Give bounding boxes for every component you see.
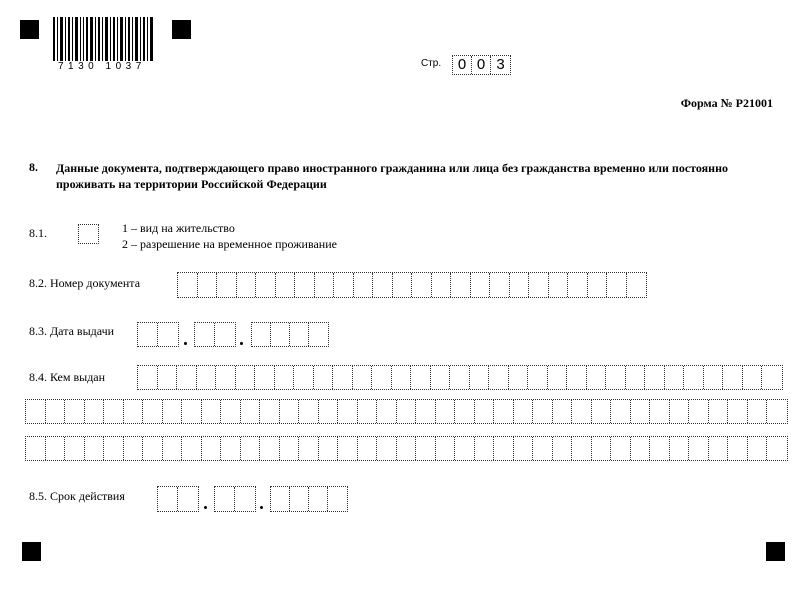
date-separator [240, 342, 243, 345]
section-number: 8. [29, 160, 38, 174]
field-8-1-number: 8.1. [29, 226, 47, 240]
section-title: Данные документа, подтверждающего право иностранного гражданина или лица без гражданства временно или постоянно проживать на территории Российской Федерации [56, 161, 728, 191]
corner-marker-top-left [20, 20, 39, 39]
page-digit: 3 [496, 56, 505, 73]
document-type-option-1: 1 – вид на жительство [122, 221, 235, 235]
validity-date-year-cells[interactable] [270, 486, 348, 512]
page-digit: 0 [472, 56, 491, 74]
issued-by-cells-row-2[interactable] [25, 399, 788, 424]
document-type-cell[interactable] [78, 224, 99, 244]
barcode-number: 7130 1037 [58, 61, 146, 72]
validity-date-day-cells[interactable] [157, 486, 199, 512]
issue-date-year-cells[interactable] [251, 322, 329, 347]
date-separator [260, 506, 263, 509]
issue-date-label: 8.3. Дата выдачи [29, 324, 115, 338]
page-number-cells [452, 55, 511, 75]
date-separator [184, 342, 187, 345]
document-number-cells[interactable] [177, 272, 647, 298]
page-label: Стр. [421, 58, 442, 69]
validity-date-label: 8.5. Срок действия [29, 489, 125, 503]
corner-marker-bottom-right [766, 542, 785, 561]
page-digit: 0 [453, 56, 472, 74]
document-number-label: 8.2. Номер документа [29, 276, 141, 290]
issued-by-cells-row-3[interactable] [25, 436, 788, 461]
barcode-icon [53, 17, 153, 61]
issue-date-day-cells[interactable] [137, 322, 179, 347]
form-number: Форма № Р21001 [680, 96, 773, 110]
corner-marker-bottom-left [22, 542, 41, 561]
document-type-option-2: 2 – разрешение на временное проживание [122, 237, 337, 251]
issued-by-label: 8.4. Кем выдан [29, 370, 106, 384]
issue-date-month-cells[interactable] [194, 322, 236, 347]
validity-date-month-cells[interactable] [214, 486, 256, 512]
corner-marker-top-right [172, 20, 191, 39]
date-separator [204, 506, 207, 509]
issued-by-cells-row-1[interactable] [137, 365, 783, 390]
